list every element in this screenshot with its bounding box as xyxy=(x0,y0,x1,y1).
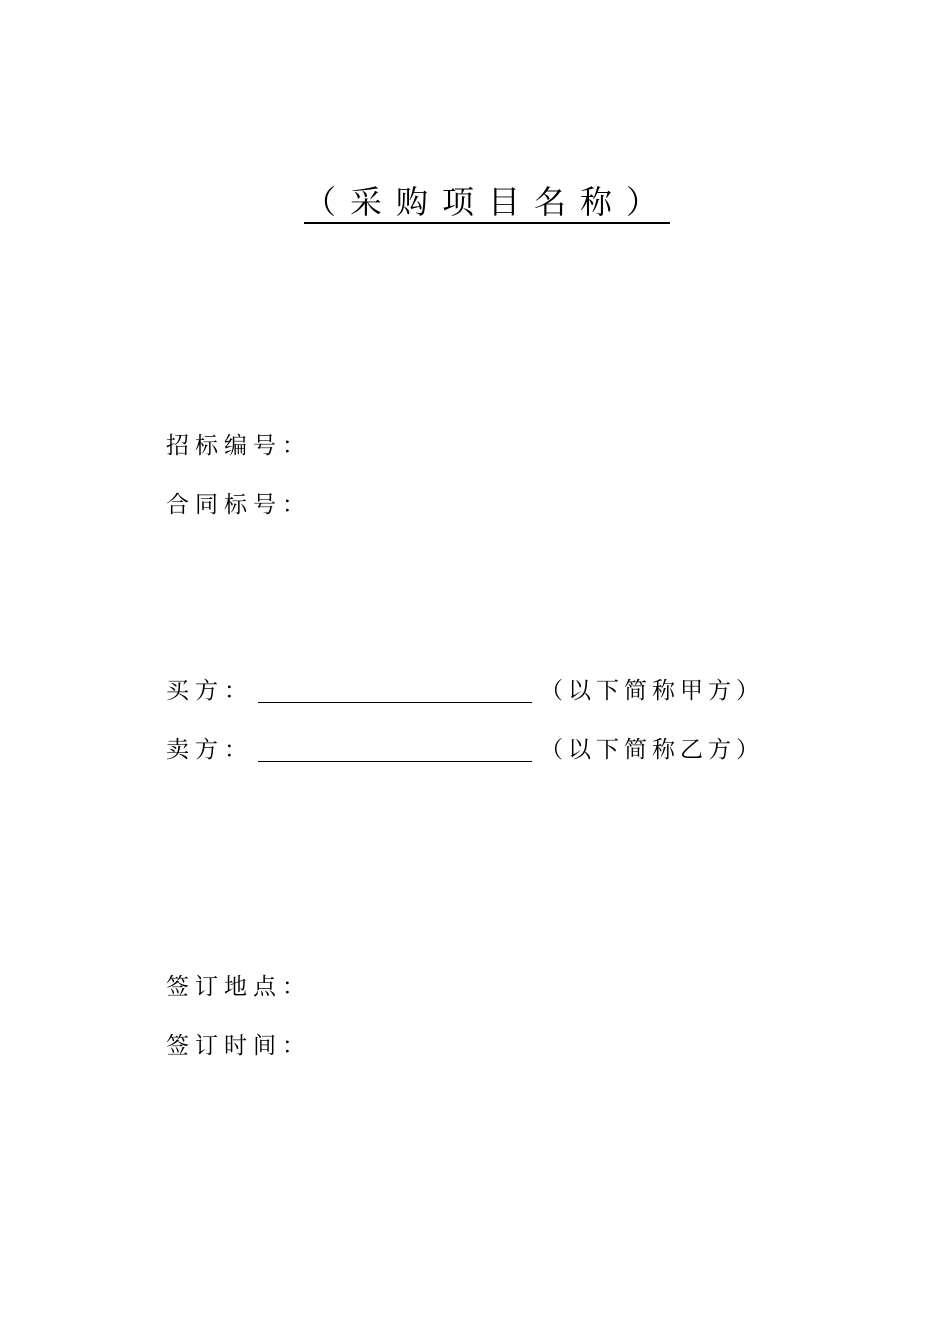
seller-note: （以下简称乙方） xyxy=(540,737,764,763)
signing-time-label: 签订时间： xyxy=(166,1033,311,1059)
tender-number-label: 招标编号： xyxy=(166,433,311,459)
project-title: （采购项目名称） xyxy=(304,182,670,224)
seller-label: 卖方： xyxy=(166,737,253,763)
signing-place-label: 签订地点： xyxy=(166,974,311,1000)
contract-number-label: 合同标号： xyxy=(166,492,311,518)
buyer-label: 买方： xyxy=(166,678,253,704)
buyer-note: （以下简称甲方） xyxy=(540,678,764,704)
buyer-blank-line xyxy=(258,702,532,703)
seller-blank-line xyxy=(258,761,532,762)
